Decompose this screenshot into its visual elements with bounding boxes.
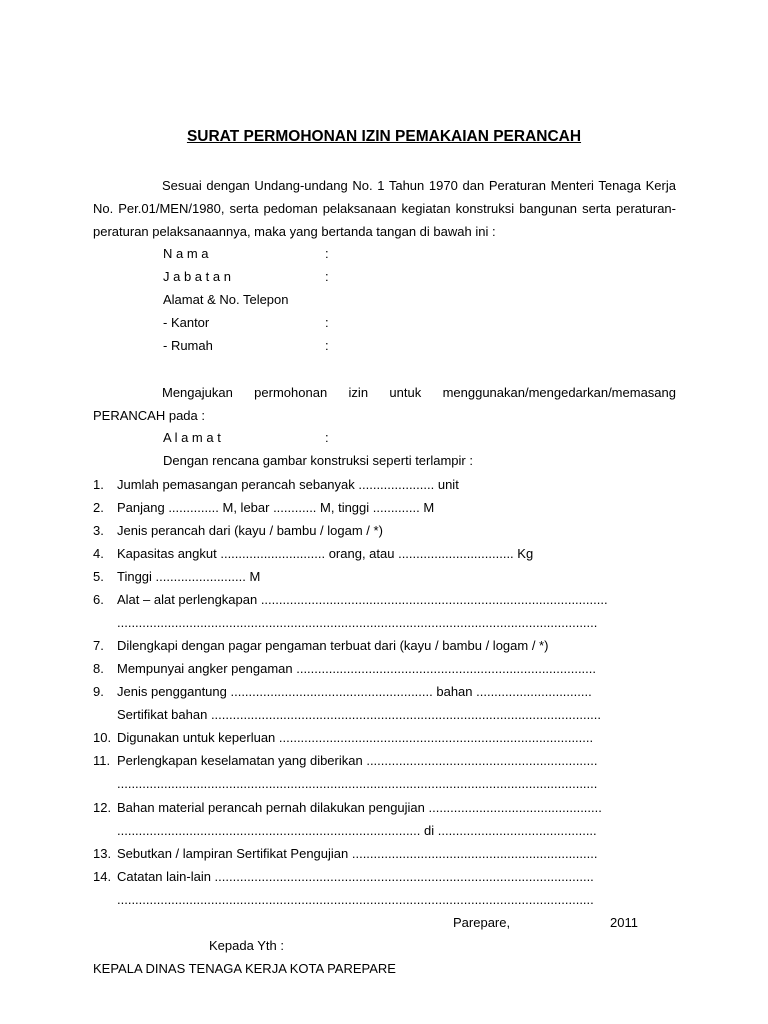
field-colon-alamat: : xyxy=(325,430,329,445)
item-text: Jenis penggantung ........................................................ bahan ................................ xyxy=(117,684,592,699)
item-text: Digunakan untuk keperluan ....................................................................................... xyxy=(117,730,594,745)
item-number: 14. xyxy=(93,869,112,884)
request-text: Mengajukan permohonan izin untuk menggunakan/mengedarkan/memasang PERANCAH pada : xyxy=(93,385,676,424)
item-number: 3. xyxy=(93,523,104,538)
item-text: Perlengkapan keselamatan yang diberikan ................................................................ xyxy=(117,753,598,768)
item-number: 8. xyxy=(93,661,104,676)
item-number: 7. xyxy=(93,638,104,653)
item-text: Catatan lain-lain ......................................................................................................... xyxy=(117,869,594,884)
field-colon-kantor: : xyxy=(325,315,329,330)
item-continuation: Sertifikat bahan ............................................................................................................ xyxy=(117,707,602,722)
field-label-alamat: A l a m a t xyxy=(163,430,221,445)
kepada-label: Kepada Yth : xyxy=(209,938,284,953)
item-text: Jumlah pemasangan perancah sebanyak ..................... unit xyxy=(117,477,459,492)
item-text: Tinggi ......................... M xyxy=(117,569,261,584)
item-number: 4. xyxy=(93,546,104,561)
item-continuation: .................................................................................................................................... xyxy=(117,892,594,907)
year-label: 2011 xyxy=(610,915,638,930)
item-number: 10. xyxy=(93,730,112,745)
plan-note: Dengan rencana gambar konstruksi seperti terlampir : xyxy=(163,453,473,468)
place-label: Parepare, xyxy=(453,915,511,930)
intro-text: Sesuai dengan Undang-undang No. 1 Tahun 1970 dan Peraturan Menteri Tenaga Kerja No. Per.01/MEN/1980, serta pedoman pelaksanaan kegiatan konstruksi bangunan serta peraturan-peraturan pelaksanaannya, maka yang bertanda tangan di bawah ini : xyxy=(93,178,676,240)
item-continuation: ..................................................................................................................................... xyxy=(117,615,598,630)
field-label-alamat-telepon: Alamat & No. Telepon xyxy=(163,292,289,307)
item-text: Bahan material perancah pernah dilakukan pengujian ................................................ xyxy=(117,800,602,815)
request-paragraph xyxy=(93,381,676,427)
item-text: Dilengkapi dengan pagar pengaman terbuat dari (kayu / bambu / logam / *) xyxy=(117,638,549,653)
item-number: 12. xyxy=(93,800,112,815)
field-colon-rumah: : xyxy=(325,338,329,353)
field-colon-jabatan: : xyxy=(325,269,329,284)
item-text: Kapasitas angkut ............................. orang, atau ................................ Kg xyxy=(117,546,534,561)
item-number: 5. xyxy=(93,569,104,584)
item-continuation: .................................................................................... di ............................................ xyxy=(117,823,597,838)
field-label-kantor: - Kantor xyxy=(163,315,210,330)
item-number: 2. xyxy=(93,500,104,515)
item-text: Mempunyai angker pengaman ................................................................................... xyxy=(117,661,597,676)
item-number: 11. xyxy=(93,753,111,768)
item-text: Jenis perancah dari (kayu / bambu / logam / *) xyxy=(117,523,383,538)
item-text: Panjang .............. M, lebar ............ M, tinggi ............. M xyxy=(117,500,435,515)
item-number: 6. xyxy=(93,592,104,607)
item-text: Sebutkan / lampiran Sertifikat Pengujian .................................................................... xyxy=(117,846,598,861)
item-continuation: ..................................................................................................................................... xyxy=(117,776,598,791)
item-number: 1. xyxy=(93,477,104,492)
item-text: Alat – alat perlengkapan ................................................................................................ xyxy=(117,592,608,607)
document-title: SURAT PERMOHONAN IZIN PEMAKAIAN PERANCAH xyxy=(186,128,582,145)
item-number: 13. xyxy=(93,846,112,861)
field-colon-nama: : xyxy=(325,246,329,261)
field-label-jabatan: J a b a t a n xyxy=(163,269,231,284)
field-label-nama: N a m a xyxy=(163,246,209,261)
recipient-label: KEPALA DINAS TENAGA KERJA KOTA PAREPARE xyxy=(93,961,396,976)
intro-paragraph xyxy=(93,174,676,244)
item-number: 9. xyxy=(93,684,104,699)
field-label-rumah: - Rumah xyxy=(163,338,213,353)
